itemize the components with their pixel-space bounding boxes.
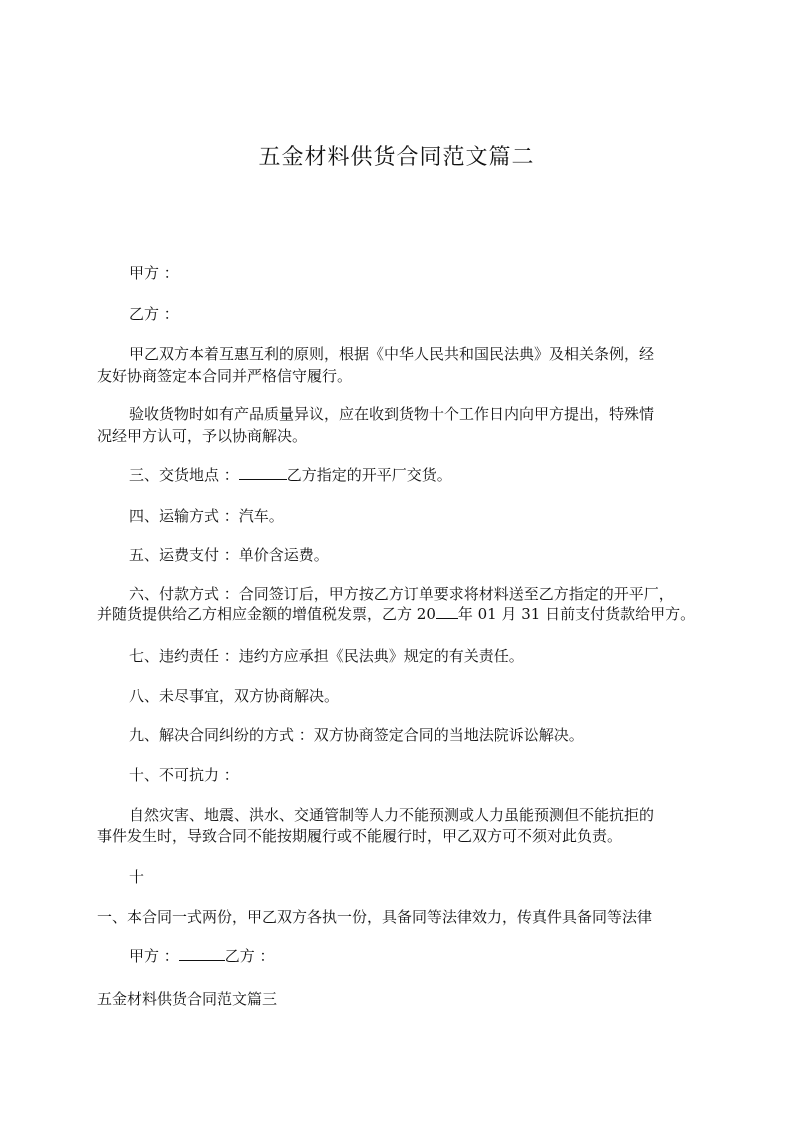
clause-3-label: 三、交货地点 ： bbox=[129, 466, 239, 484]
fill-in-blank bbox=[436, 603, 458, 619]
intro-line-2: 友好协商签定本合同并严格信守履行。 bbox=[97, 367, 353, 385]
inspection-line-1: 验收货物时如有产品质量异议，应在收到货物十个工作日内向甲方提出，特殊情 bbox=[129, 405, 655, 423]
clause-4-transport: 四、运输方式 ：汽车。 bbox=[129, 507, 284, 525]
party-a-line: 甲方 ： bbox=[129, 264, 179, 282]
signature-line bbox=[97, 945, 739, 967]
clause-9-dispute: 九、解决合同纠纷的方式 ：双方协商签定合同的当地法院诉讼解决。 bbox=[129, 726, 584, 744]
force-majeure-line-1: 自然灾害、地震、洪水、交通管制等人力不能预测或人力虽能预测但不能抗拒的 bbox=[129, 806, 655, 824]
intro-line-1: 甲乙双方本着互惠互利的原则，根据《中华人民共和国民法典》及相关条例，经 bbox=[129, 345, 655, 363]
clause-11-text: 一、本合同一式两份，甲乙双方各执一份，具备同等法律效力，传真件具备同等法律 bbox=[97, 908, 653, 926]
inspection-line-2: 况经甲方认可，予以协商解决。 bbox=[97, 427, 308, 445]
clause-6-text-a: 并随货提供给乙方相应金额的增值税发票，乙方 20 bbox=[97, 605, 436, 623]
force-majeure-line-2: 事件发生时，导致合同不能按期履行或不能履行时，甲乙双方可不须对此负责。 bbox=[97, 827, 623, 845]
clause-3-delivery-place bbox=[97, 464, 739, 486]
clause-10-force-majeure: 十、不可抗力 ： bbox=[129, 766, 239, 784]
clause-7-liability: 七、违约责任 ：违约方应承担《民法典》规定的有关责任。 bbox=[129, 647, 524, 665]
party-b-line: 乙方 ： bbox=[129, 305, 179, 323]
document-title: 五金材料供货合同范文篇二 bbox=[258, 145, 535, 170]
clause-6-text-b: 年 01 月 31 日前支付货款给甲方。 bbox=[457, 605, 696, 623]
clause-6-payment-line-1: 六、付款方式 ：合同签订后，甲方按乙方订单要求将材料送至乙方指定的开平厂， bbox=[129, 585, 674, 603]
clause-11-heading: 十 bbox=[129, 868, 145, 886]
next-section-title: 五金材料供货合同范文篇三 bbox=[97, 990, 278, 1008]
clause-5-freight: 五、运费支付 ：单价含运费。 bbox=[129, 546, 329, 564]
fill-in-blank bbox=[179, 945, 225, 961]
fill-in-blank bbox=[239, 464, 287, 480]
clause-6-payment-line-2 bbox=[97, 603, 707, 625]
signature-party-a: 甲方 ： bbox=[129, 947, 179, 965]
clause-3-text: 乙方指定的开平厂交货。 bbox=[286, 466, 452, 484]
clause-8-misc: 八、未尽事宜，双方协商解决。 bbox=[129, 687, 340, 705]
signature-party-b: 乙方 ： bbox=[224, 947, 275, 965]
